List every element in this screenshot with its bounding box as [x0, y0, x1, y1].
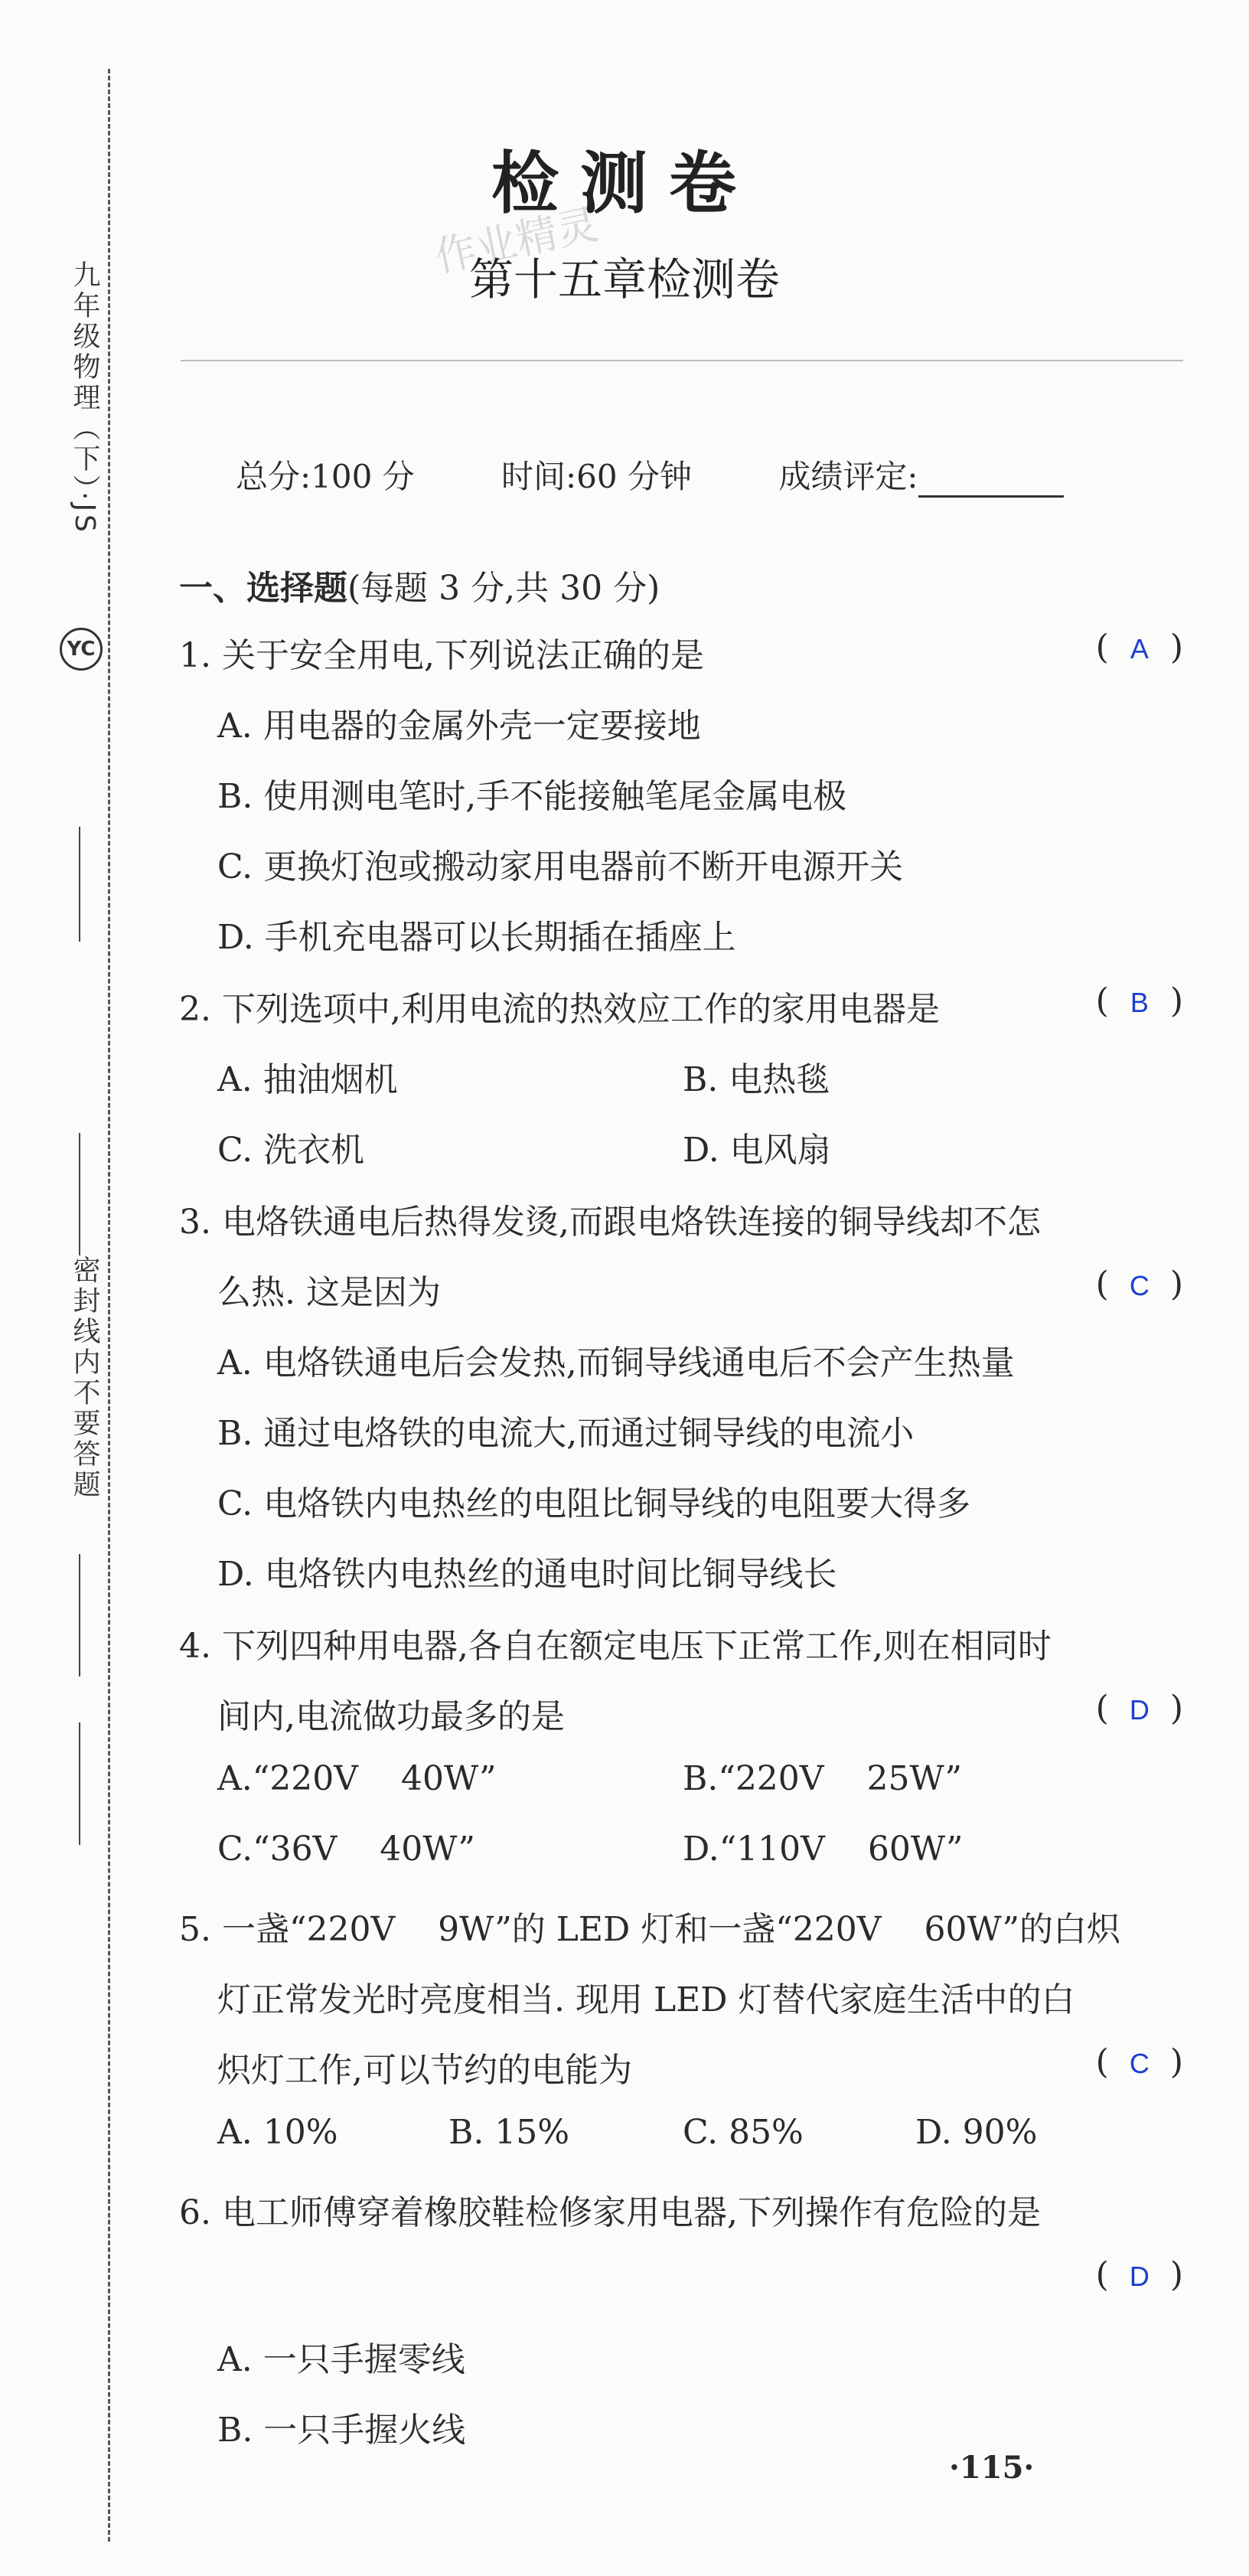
question-stem: 2. 下列选项中,利用电流的热效应工作的家用电器是: [179, 990, 940, 1029]
option: A.“220V 40W”: [217, 1759, 497, 1798]
margin-rule: [79, 1554, 80, 1677]
score-info: [236, 452, 1140, 498]
page-title: 检测卷: [491, 144, 758, 223]
watermark: 作业精灵: [430, 200, 603, 282]
binding-dashed-line: [108, 69, 110, 2542]
answer-bracket: ( A ): [1095, 628, 1183, 667]
answer-value: D: [1129, 2261, 1150, 2292]
option: B. 通过电烙铁的电流大,而通过铜导线的电流小: [217, 1414, 915, 1453]
yc-logo-icon: YC: [60, 628, 103, 671]
answer-bracket: ( C ): [1095, 1265, 1183, 1304]
book-label: 九年级物理（下）·JS: [69, 260, 100, 535]
option: C.“36V 40W”: [217, 1830, 475, 1869]
option: B. 使用测电笔时,手不能接触笔尾金属电极: [217, 777, 847, 816]
answer-bracket: ( D ): [1095, 2255, 1183, 2294]
option: A. 一只手握零线: [217, 2340, 465, 2379]
option: C. 更换灯泡或搬动家用电器前不断开电源开关: [217, 847, 904, 886]
option: D.“110V 60W”: [683, 1830, 964, 1869]
option: D. 电烙铁内电热丝的通电时间比铜导线长: [217, 1555, 837, 1594]
question-stem-cont: 间内,电流做功最多的是: [217, 1697, 565, 1736]
seal-note: 密封线内不要答题: [69, 1255, 100, 1500]
option: A. 用电器的金属外壳一定要接地: [217, 707, 701, 746]
grade-label: 成绩评定:: [778, 458, 918, 495]
question-stem: 3. 电烙铁通电后热得发烫,而跟电烙铁连接的铜导线却不怎: [179, 1203, 1041, 1242]
question-stem: 4. 下列四种用电器,各自在额定电压下正常工作,则在相同时: [179, 1627, 1052, 1666]
option: D. 电风扇: [683, 1131, 831, 1170]
answer-bracket: ( B ): [1095, 981, 1183, 1020]
grade-blank[interactable]: [918, 465, 1064, 498]
option: A. 10%: [217, 2113, 338, 2152]
option: A. 抽油烟机: [217, 1060, 398, 1099]
chapter-title: 第十五章检测卷: [468, 253, 780, 305]
option: B. 15%: [448, 2113, 570, 2152]
margin-rule: [79, 1133, 80, 1255]
margin-rule: [79, 827, 80, 942]
option: D. 手机充电器可以长期插在插座上: [217, 918, 736, 957]
answer-value: C: [1129, 2048, 1150, 2079]
section-heading: [179, 560, 660, 609]
option: C. 85%: [683, 2113, 804, 2152]
question-stem: 1. 关于安全用电,下列说法正确的是: [179, 636, 704, 675]
answer-bracket: ( C ): [1095, 2042, 1183, 2081]
question-stem-cont: 炽灯工作,可以节约的电能为: [217, 2051, 632, 2090]
answer-value: B: [1130, 987, 1149, 1018]
section-note: (每题 3 分,共 30 分): [347, 569, 660, 608]
option: C. 洗衣机: [217, 1131, 365, 1170]
answer-bracket: ( D ): [1095, 1689, 1183, 1728]
page-number: ·115·: [949, 2450, 1035, 2486]
answer-value: A: [1130, 633, 1149, 664]
margin-rule: [79, 1722, 80, 1845]
option: B. 一只手握火线: [217, 2411, 466, 2450]
answer-value: C: [1129, 1270, 1150, 1301]
option: A. 电烙铁通电后会发热,而铜导线通电后不会产生热量: [217, 1344, 1015, 1383]
answer-value: D: [1129, 1694, 1150, 1725]
option: D. 90%: [915, 2113, 1038, 2152]
question-stem: 6. 电工师傅穿着橡胶鞋检修家用电器,下列操作有危险的是: [179, 2193, 1041, 2232]
header-divider: [181, 360, 1183, 361]
question-stem-cont: 灯正常发光时亮度相当. 现用 LED 灯替代家庭生活中的白: [217, 1980, 1075, 2019]
question-stem-cont: 么热. 这是因为: [217, 1273, 441, 1312]
question-stem: 5. 一盏“220V 9W”的 LED 灯和一盏“220V 60W”的白炽: [179, 1910, 1121, 1949]
total-score: 总分:100 分: [236, 458, 415, 495]
option: B. 电热毯: [683, 1060, 830, 1099]
time-limit: 时间:60 分钟: [501, 458, 692, 495]
option: B.“220V 25W”: [683, 1759, 963, 1798]
option: C. 电烙铁内电热丝的电阻比铜导线的电阻要大得多: [217, 1484, 971, 1523]
section-title: 一、选择题: [179, 569, 347, 608]
